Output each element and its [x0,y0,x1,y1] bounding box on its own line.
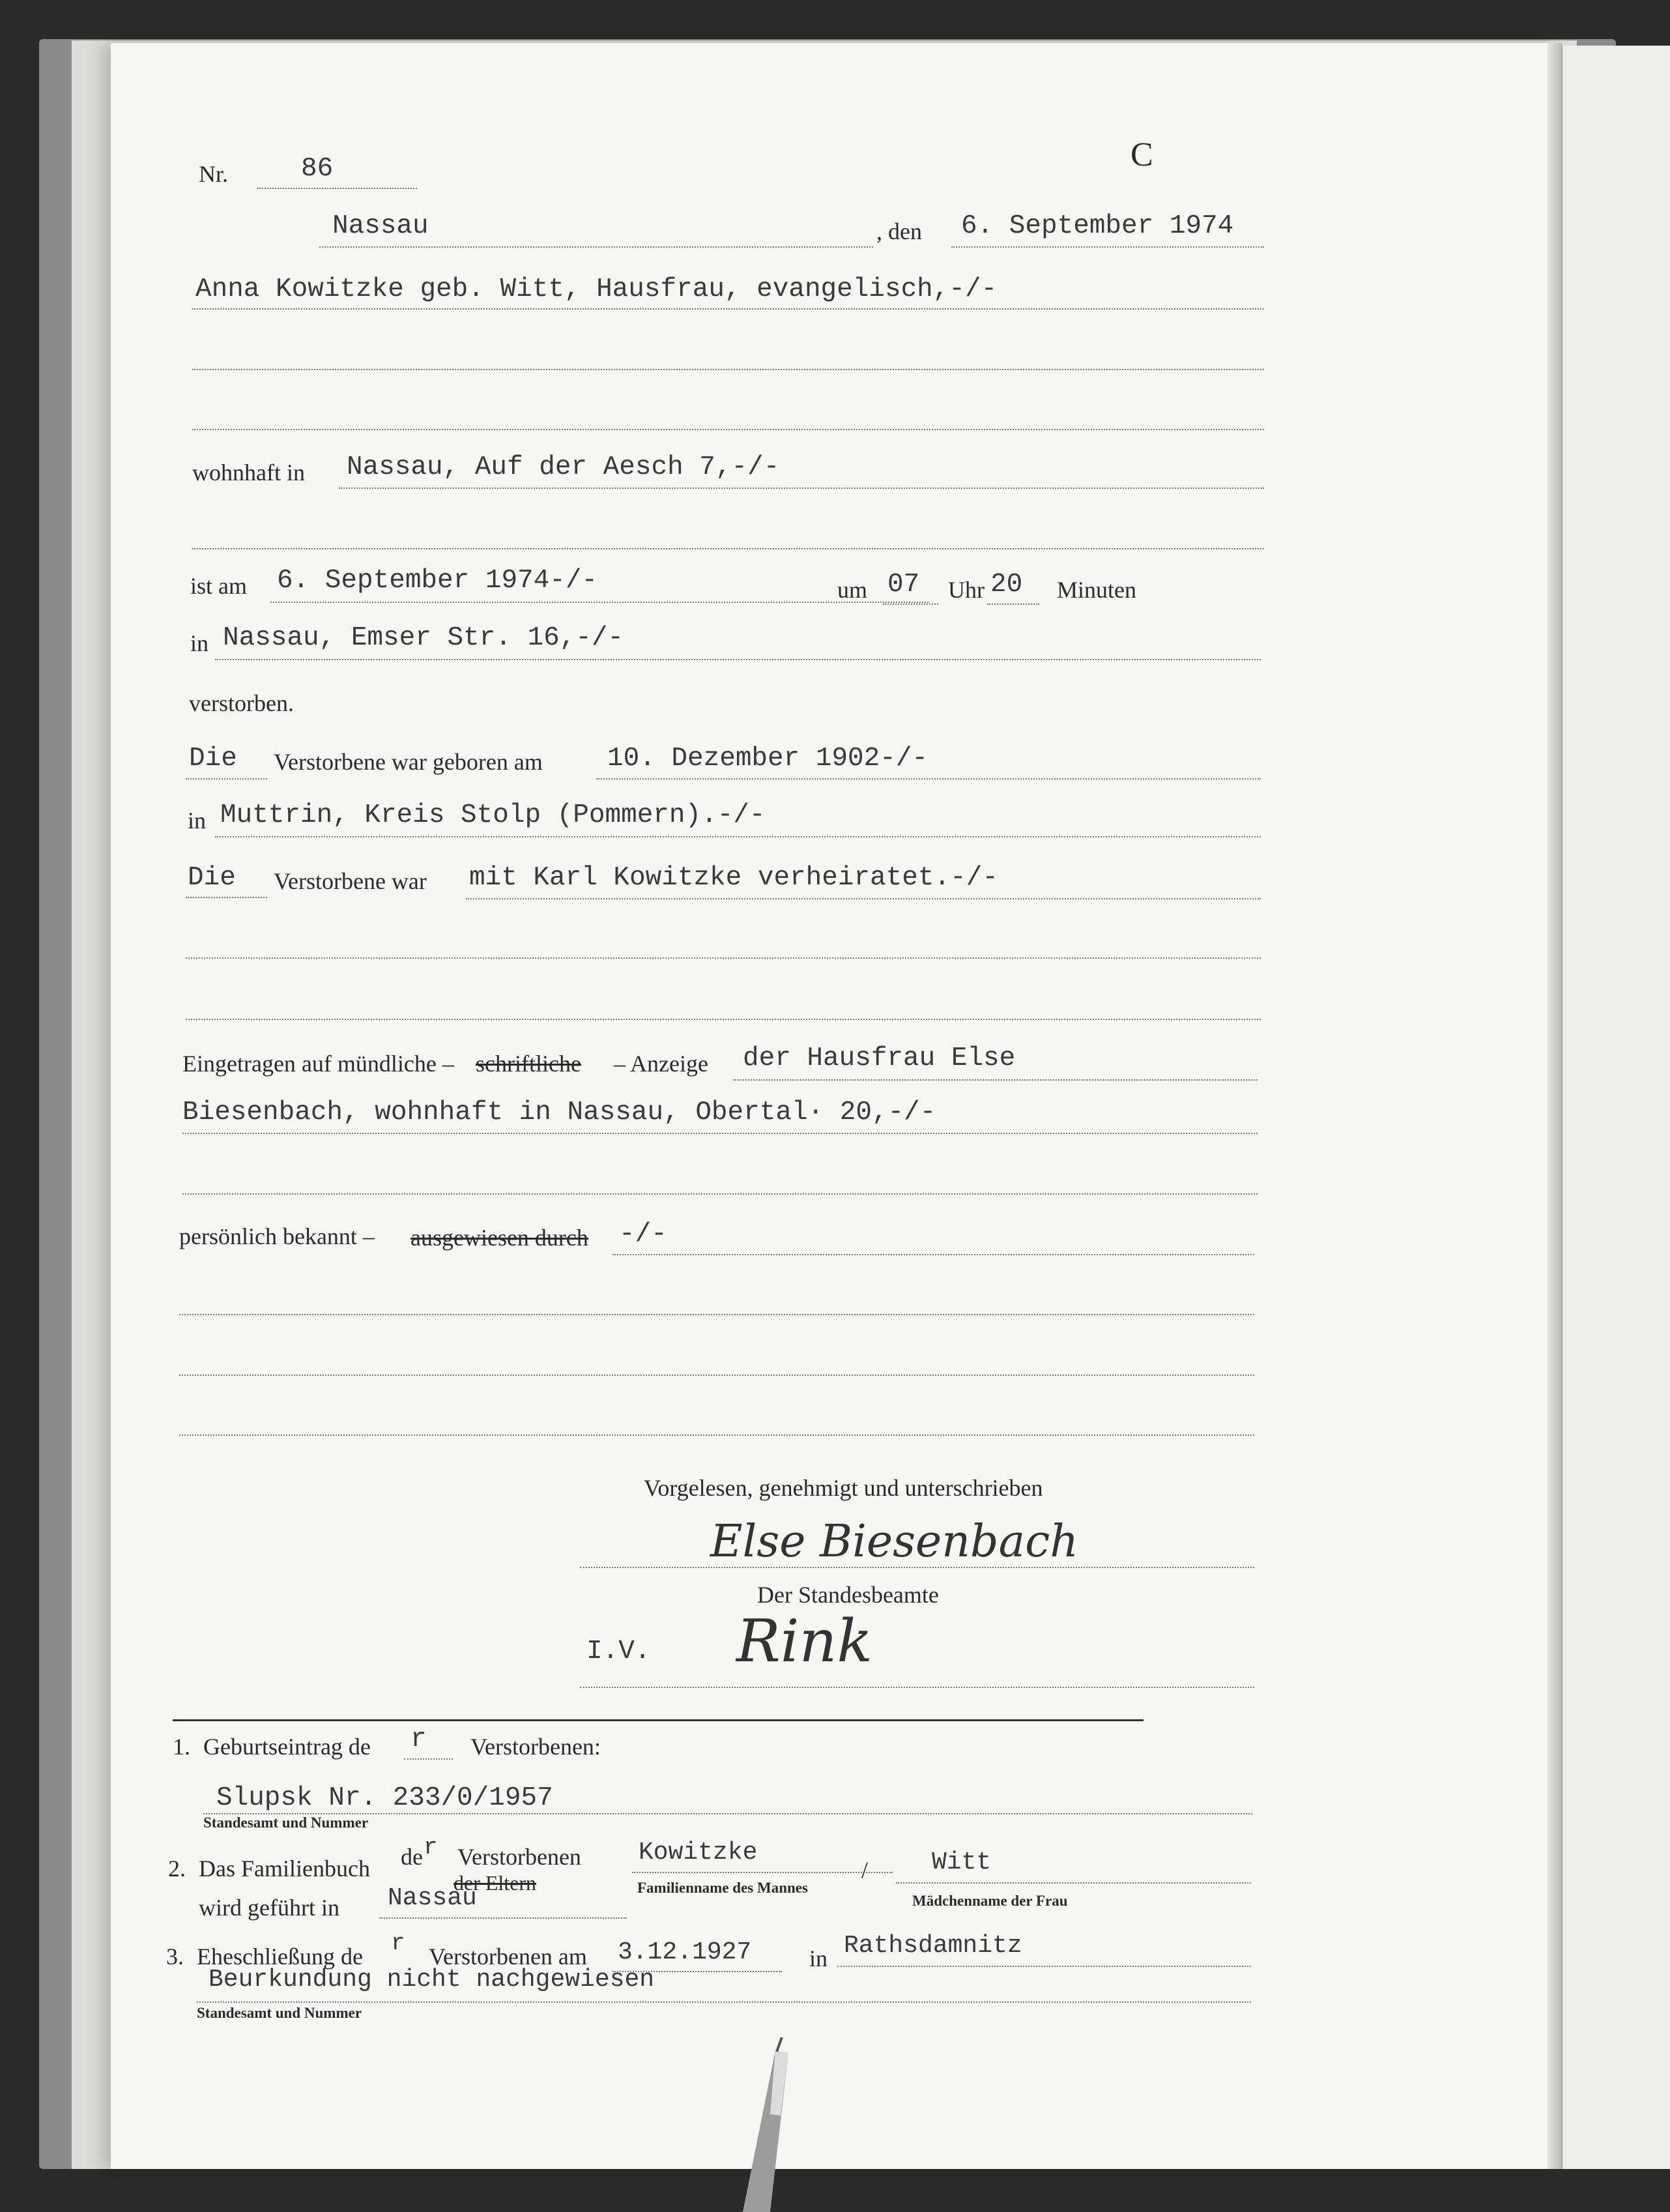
footer-item3-fill: r [391,1930,405,1957]
marriage-label: Verstorbene war [274,868,427,894]
footer-item2-fill-de: de [401,1844,423,1870]
marriage-value: mit Karl Kowitzke verheiratet.-/- [469,863,998,893]
death-date-value: 6. September 1974-/- [277,566,598,596]
footer-item3-num: 3. [166,1943,184,1970]
nr-label: Nr. [199,161,228,187]
footer-item2-husband: Kowitzke [639,1839,758,1867]
place-line [319,246,873,248]
identity-line-3 [179,1375,1254,1376]
death-date-label: ist am [190,573,247,599]
date-value: 6. September 1974 [961,211,1234,241]
residence-label: wohnhaft in [192,459,305,486]
report-value-1: der Hausfrau Else [743,1043,1016,1073]
read-approved-label: Vorgelesen, genehmigt und unterschrieben [644,1475,1043,1501]
footer-item2-wife-line [896,1882,1251,1884]
footer-item2-kept-line [379,1917,627,1919]
identity-line-4 [179,1434,1254,1436]
iv-label: I.V. [586,1637,651,1666]
register-page [111,43,1561,2169]
footer-item2-fill-r: r [424,1834,438,1861]
pen-tip [697,2037,828,2212]
report-line-2 [182,1133,1258,1134]
marriage-article: Die [188,863,236,893]
footer-item1-fill-line [404,1758,453,1760]
minute-line [987,604,1039,605]
birth-article: Die [189,744,237,774]
footer-item2-wife-label: Mädchenname der Frau [912,1893,1068,1909]
signature-official: Rink [736,1607,873,1676]
residence-value: Nassau, Auf der Aesch 7,-/- [347,452,780,482]
official-label: Der Standesbeamte [757,1582,939,1608]
date-line [951,246,1264,248]
verstorben-text: verstorben. [189,690,294,716]
footer-item3-value: Beurkundung nicht nachgewiesen [209,1966,655,1994]
nr-line [257,188,417,189]
marriage-line-3 [186,1019,1261,1020]
footer-item2-kept-value: Nassau [388,1884,477,1912]
facing-page-edge [1561,46,1670,2169]
report-label-a: Eingetragen auf mündliche – [182,1051,454,1077]
identity-line-2 [179,1314,1254,1315]
death-date-line [270,602,929,603]
birth-date-line [596,778,1261,779]
birth-place-line [215,836,1261,837]
page-gutter [1548,43,1562,2169]
uhr-label: Uhr [948,577,985,603]
marriage-line-2 [186,957,1261,959]
death-place-value: Nassau, Emser Str. 16,-/- [223,623,624,653]
name-line-3 [192,429,1264,430]
den-label: , den [876,218,922,244]
identity-line-1 [612,1254,1254,1255]
footer-item2-kept-label: wird geführt in [199,1895,339,1921]
death-hour: 07 [887,570,920,600]
birth-date-value: 10. Dezember 1902-/- [607,744,929,774]
footer-item3-label-a: Eheschließung de [197,1943,363,1970]
name-line-1 [192,308,1264,310]
um-label: um [837,577,868,603]
footer-item3-sublabel: Standesamt und Nummer [197,2005,362,2021]
footer-item3-in-label: in [809,1945,828,1972]
footer-item2-struck: der Eltern [453,1871,537,1895]
footer-item1-label-a: Geburtseintrag de [203,1734,371,1760]
birth-place-value: Muttrin, Kreis Stolp (Pommern).-/- [220,800,766,830]
signature2-line [580,1687,1254,1688]
footer-item2-wife: Witt [932,1848,992,1876]
residence-line-1 [339,488,1264,489]
footer-item1-sublabel: Standesamt und Nummer [203,1814,369,1831]
footer-divider [173,1719,1144,1721]
report-label-b: – Anzeige [614,1051,708,1077]
identity-value: -/- [619,1219,667,1249]
nr-value: 86 [301,154,334,184]
footer-item3-label-b: Verstorbenen am [429,1943,587,1970]
birth-article-line [186,778,267,779]
footer-item1-label-b: Verstorbenen: [470,1734,601,1760]
footer-item2-slash: / [861,1857,869,1883]
footer-item2-label-b: Verstorbenen [457,1844,581,1870]
footer-item3-date: 3.12.1927 [618,1938,752,1966]
marriage-article-line [186,897,267,898]
identity-label-struck: ausgewiesen durch [410,1225,588,1251]
footer-item1-num: 1. [173,1734,190,1760]
footer-item1-line [203,1813,1252,1814]
signature1-line [580,1567,1254,1568]
footer-item2-label-a: Das Familienbuch [199,1855,370,1882]
place-value: Nassau [332,211,429,241]
identity-label-a: persönlich bekannt – [179,1223,375,1249]
residence-line-2 [192,548,1264,549]
death-minute: 20 [990,570,1023,600]
report-value-2: Biesenbach, wohnhaft in Nassau, Obertal· 20,-/- [182,1098,936,1128]
name-line-2 [192,369,1264,370]
footer-item2-num: 2. [168,1855,186,1882]
report-line-3 [182,1193,1258,1195]
marriage-line-1 [466,898,1261,899]
footer-item2-husband-line [632,1872,893,1873]
corner-letter: C [1130,136,1153,173]
death-place-label: in [190,630,209,656]
deceased-name-line: Anna Kowitzke geb. Witt, Hausfrau, evangelisch,-/- [195,274,998,304]
footer-item2-husband-label: Familienname des Mannes [637,1880,808,1896]
footer-item3-place: Rathsdamnitz [844,1932,1022,1960]
report-label-struck: schriftliche [476,1051,581,1077]
death-place-line [215,659,1261,660]
footer-item3-line [197,2001,1251,2003]
footer-item3-place-line [837,1966,1251,1967]
signature-informant: Else Biesenbach [710,1516,1078,1567]
footer-item1-value: Slupsk Nr. 233/0/1957 [216,1783,553,1813]
report-line-1 [733,1079,1258,1081]
minuten-label: Minuten [1057,577,1136,603]
hour-line [883,604,938,605]
birth-label: Verstorbene war geboren am [274,749,543,775]
footer-item1-fill: r [410,1724,427,1754]
birth-place-label: in [188,808,207,834]
